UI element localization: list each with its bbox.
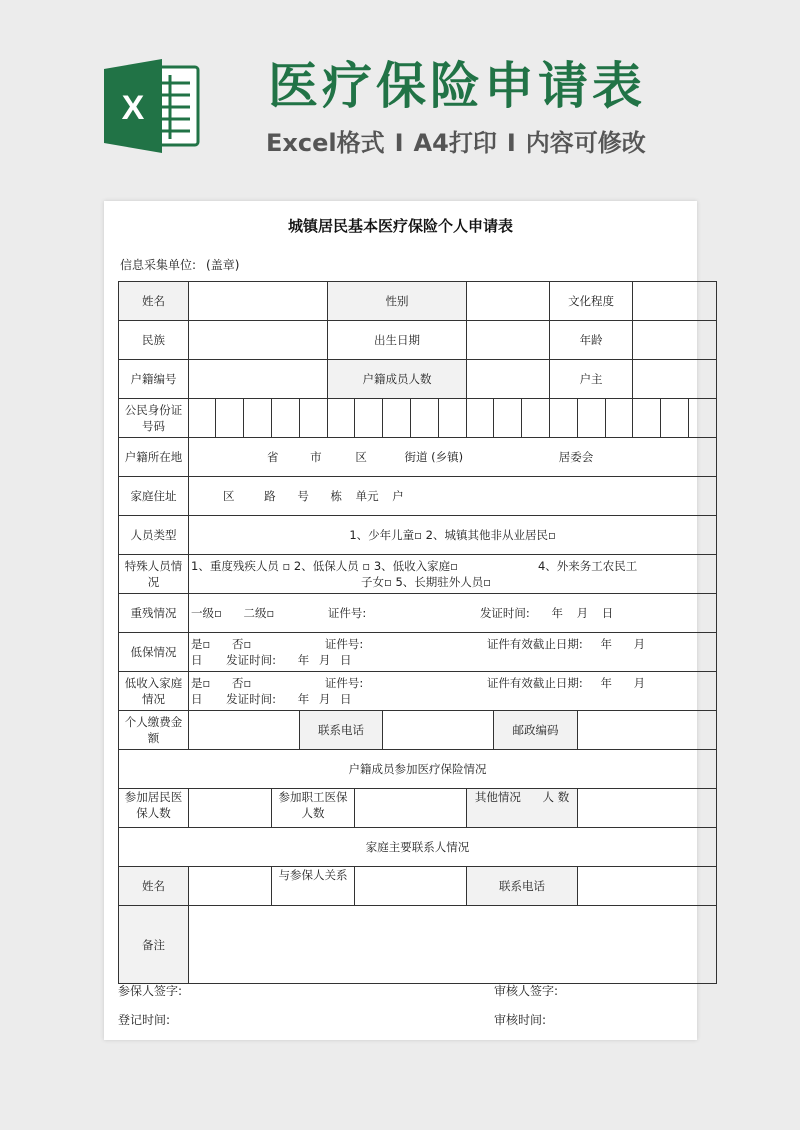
info-collector-line — [120, 256, 249, 273]
addr-building-unit: 栋 — [330, 489, 342, 503]
document-page — [104, 201, 697, 1040]
id-digit-cell[interactable] — [439, 399, 467, 438]
certificate-number-label: 证件号: — [324, 637, 364, 651]
day-unit: 日 — [340, 692, 352, 706]
education-label: 文化程度 — [550, 282, 633, 321]
low-income-family-label: 低收入家庭情况 — [119, 672, 189, 711]
id-digit-cell[interactable] — [689, 399, 717, 438]
issue-date-label: 发证时间: — [226, 692, 277, 706]
hukou-number-field[interactable] — [189, 360, 328, 399]
remark-field[interactable] — [189, 906, 717, 984]
persons-label: 人 数 — [542, 790, 570, 804]
month-unit: 月 — [633, 676, 646, 690]
person-type-label: 人员类型 — [119, 516, 189, 555]
banner-title: 医疗保险申请表 — [268, 57, 646, 115]
id-digit-cell[interactable] — [216, 399, 244, 438]
table-row — [119, 282, 717, 321]
month-unit: 月 — [318, 692, 331, 706]
id-number-label: 公民身份证号码 — [119, 399, 189, 438]
birth-date-label: 出生日期 — [328, 321, 467, 360]
zip-code-label: 邮政编码 — [494, 711, 578, 750]
table-row — [119, 750, 717, 789]
hukou-place-label: 户籍所在地 — [119, 438, 189, 477]
disability-field[interactable] — [189, 594, 717, 633]
applicant-signature-label: 参保人签字: — [118, 984, 183, 998]
contact-phone-field[interactable] — [578, 867, 717, 906]
id-digit-cell[interactable] — [550, 399, 578, 438]
banner-sub-format: Excel格式 — [266, 129, 385, 157]
addr-district-unit: 区 — [223, 489, 235, 503]
hukou-members-field[interactable] — [467, 360, 550, 399]
special-line1b: 4、外来务工农民工 — [537, 559, 638, 573]
table-row — [119, 828, 717, 867]
district-unit: 区 — [355, 450, 367, 464]
age-label: 年龄 — [550, 321, 633, 360]
street-unit: 街道 (乡镇) — [404, 450, 464, 464]
certificate-number-label: 证件号: — [327, 606, 367, 620]
id-digit-cell[interactable] — [189, 399, 216, 438]
committee-unit: 居委会 — [558, 450, 594, 464]
hukou-place-field[interactable] — [189, 438, 717, 477]
id-digit-cell[interactable] — [467, 399, 494, 438]
id-digit-cell[interactable] — [578, 399, 606, 438]
review-time-label: 审核时间: — [494, 1013, 547, 1027]
excel-logo-icon — [104, 57, 202, 155]
table-row — [119, 594, 717, 633]
insurance-section-heading: 户籍成员参加医疗保险情况 — [119, 750, 717, 789]
hukou-members-label: 户籍成员人数 — [328, 360, 467, 399]
id-digit-cell[interactable] — [494, 399, 522, 438]
disability-label: 重残情况 — [119, 594, 189, 633]
resident-insured-count-label: 参加居民医保人数 — [119, 789, 189, 828]
table-row — [119, 867, 717, 906]
person-type-options[interactable]: 1、少年儿童▫ 2、城镇其他非从业居民▫ — [189, 516, 717, 555]
worker-insured-count-label: 参加职工医保人数 — [272, 789, 355, 828]
table-row — [119, 399, 717, 438]
id-digit-cell[interactable] — [272, 399, 300, 438]
month-unit: 月 — [318, 653, 331, 667]
table-row — [119, 633, 717, 672]
table-row — [119, 321, 717, 360]
disability-level2-checkbox[interactable]: 二级▫ — [243, 606, 275, 620]
household-head-label: 户主 — [550, 360, 633, 399]
special-line1: 1、重度残疾人员 ▫ 2、低保人员 ▫ 3、低收入家庭▫ — [191, 559, 458, 573]
month-unit: 月 — [633, 637, 646, 651]
table-row — [119, 711, 717, 750]
addr-road-unit: 路 — [264, 489, 276, 503]
id-digit-cell[interactable] — [661, 399, 689, 438]
addr-number-unit: 号 — [297, 489, 309, 503]
contact-section-heading: 家庭主要联系人情况 — [119, 828, 717, 867]
id-digit-cell[interactable] — [606, 399, 633, 438]
birth-date-field[interactable] — [467, 321, 550, 360]
other-situation-field[interactable] — [578, 789, 717, 828]
table-row — [119, 477, 717, 516]
gender-label: 性别 — [328, 282, 467, 321]
low-income-guarantee-label: 低保情况 — [119, 633, 189, 672]
id-digit-cell[interactable] — [411, 399, 439, 438]
id-digit-cell[interactable] — [244, 399, 272, 438]
yes-checkbox[interactable]: 是▫ — [191, 637, 211, 651]
yes-checkbox[interactable]: 是▫ — [191, 676, 211, 690]
personal-fee-field[interactable] — [189, 711, 300, 750]
disability-level1-checkbox[interactable]: 一级▫ — [191, 606, 222, 620]
banner-separator: I — [394, 129, 404, 157]
year-unit: 年 — [600, 676, 612, 690]
day-unit: 日 — [191, 692, 203, 706]
info-collector-label: 信息采集单位: — [120, 258, 197, 272]
relation-field[interactable] — [355, 867, 467, 906]
zip-code-field[interactable] — [578, 711, 717, 750]
resident-insured-count-field[interactable] — [189, 789, 272, 828]
year-unit: 年 — [297, 692, 310, 706]
name-field[interactable] — [189, 282, 328, 321]
year-unit: 年 — [297, 653, 310, 667]
low-income-family-field[interactable] — [189, 672, 717, 711]
other-situation-label — [467, 789, 578, 828]
issue-date-label: 发证时间: — [479, 606, 530, 620]
table-row — [119, 438, 717, 477]
ethnicity-field[interactable] — [189, 321, 328, 360]
ethnicity-label: 民族 — [119, 321, 189, 360]
home-address-field[interactable] — [189, 477, 717, 516]
special-persons-options[interactable] — [189, 555, 717, 594]
household-head-field[interactable] — [633, 360, 717, 399]
contact-phone-label: 联系电话 — [467, 867, 578, 906]
no-checkbox[interactable]: 否▫ — [231, 637, 252, 651]
day-unit: 日 — [191, 653, 203, 667]
banner-separator: I — [506, 129, 516, 157]
other-label: 其他情况 — [474, 790, 521, 804]
id-digit-cell[interactable] — [300, 399, 328, 438]
worker-insured-count-field[interactable] — [355, 789, 467, 828]
remark-label: 备注 — [119, 906, 189, 984]
id-digit-cell[interactable] — [633, 399, 661, 438]
education-field[interactable] — [633, 282, 717, 321]
id-digit-cell[interactable] — [383, 399, 411, 438]
expiry-date-label: 证件有效截止日期: — [486, 676, 583, 690]
addr-household-unit: 户 — [392, 489, 404, 503]
year-unit: 年 — [600, 637, 612, 651]
age-field[interactable] — [633, 321, 717, 360]
hukou-number-label: 户籍编号 — [119, 360, 189, 399]
special-line2: 子女▫ 5、长期驻外人员▫ — [361, 575, 492, 589]
table-row — [119, 360, 717, 399]
month-unit: 月 — [576, 606, 589, 620]
year-unit: 年 — [551, 606, 563, 620]
certificate-number-label: 证件号: — [324, 676, 364, 690]
application-form-table — [118, 281, 717, 984]
table-row — [119, 906, 717, 984]
gender-field[interactable] — [467, 282, 550, 321]
id-digit-cell[interactable] — [522, 399, 550, 438]
document-title: 城镇居民基本医疗保险个人申请表 — [287, 217, 513, 235]
addr-unit-unit: 单元 — [355, 489, 379, 503]
seal-label: (盖章) — [206, 258, 240, 272]
contact-name-field[interactable] — [189, 867, 272, 906]
day-unit: 日 — [601, 606, 614, 620]
low-income-guarantee-field[interactable] — [189, 633, 717, 672]
city-unit: 市 — [310, 450, 322, 464]
phone-label: 联系电话 — [300, 711, 383, 750]
relation-label: 与参保人关系 — [272, 867, 355, 906]
personal-fee-label: 个人缴费金 额 — [119, 711, 189, 750]
no-checkbox[interactable]: 否▫ — [231, 676, 252, 690]
registration-time-label: 登记时间: — [118, 1013, 171, 1027]
contact-name-label: 姓名 — [119, 867, 189, 906]
banner-sub-editable: 内容可修改 — [525, 129, 646, 157]
table-row — [119, 516, 717, 555]
id-digit-cell[interactable] — [328, 399, 355, 438]
table-row — [119, 789, 717, 828]
phone-field[interactable] — [383, 711, 494, 750]
reviewer-signature-label: 审核人签字: — [494, 984, 559, 998]
banner-sub-print: A4打印 — [413, 129, 497, 157]
issue-date-label: 发证时间: — [226, 653, 277, 667]
name-label: 姓名 — [119, 282, 189, 321]
banner-subtitle — [266, 126, 646, 160]
excel-logo-letter: X — [121, 89, 145, 127]
province-unit: 省 — [267, 450, 279, 464]
table-row — [119, 672, 717, 711]
table-row — [119, 555, 717, 594]
id-digit-cell[interactable] — [355, 399, 383, 438]
day-unit: 日 — [340, 653, 352, 667]
home-address-label: 家庭住址 — [119, 477, 189, 516]
expiry-date-label: 证件有效截止日期: — [486, 637, 583, 651]
special-persons-label: 特殊人员情况 — [119, 555, 189, 594]
